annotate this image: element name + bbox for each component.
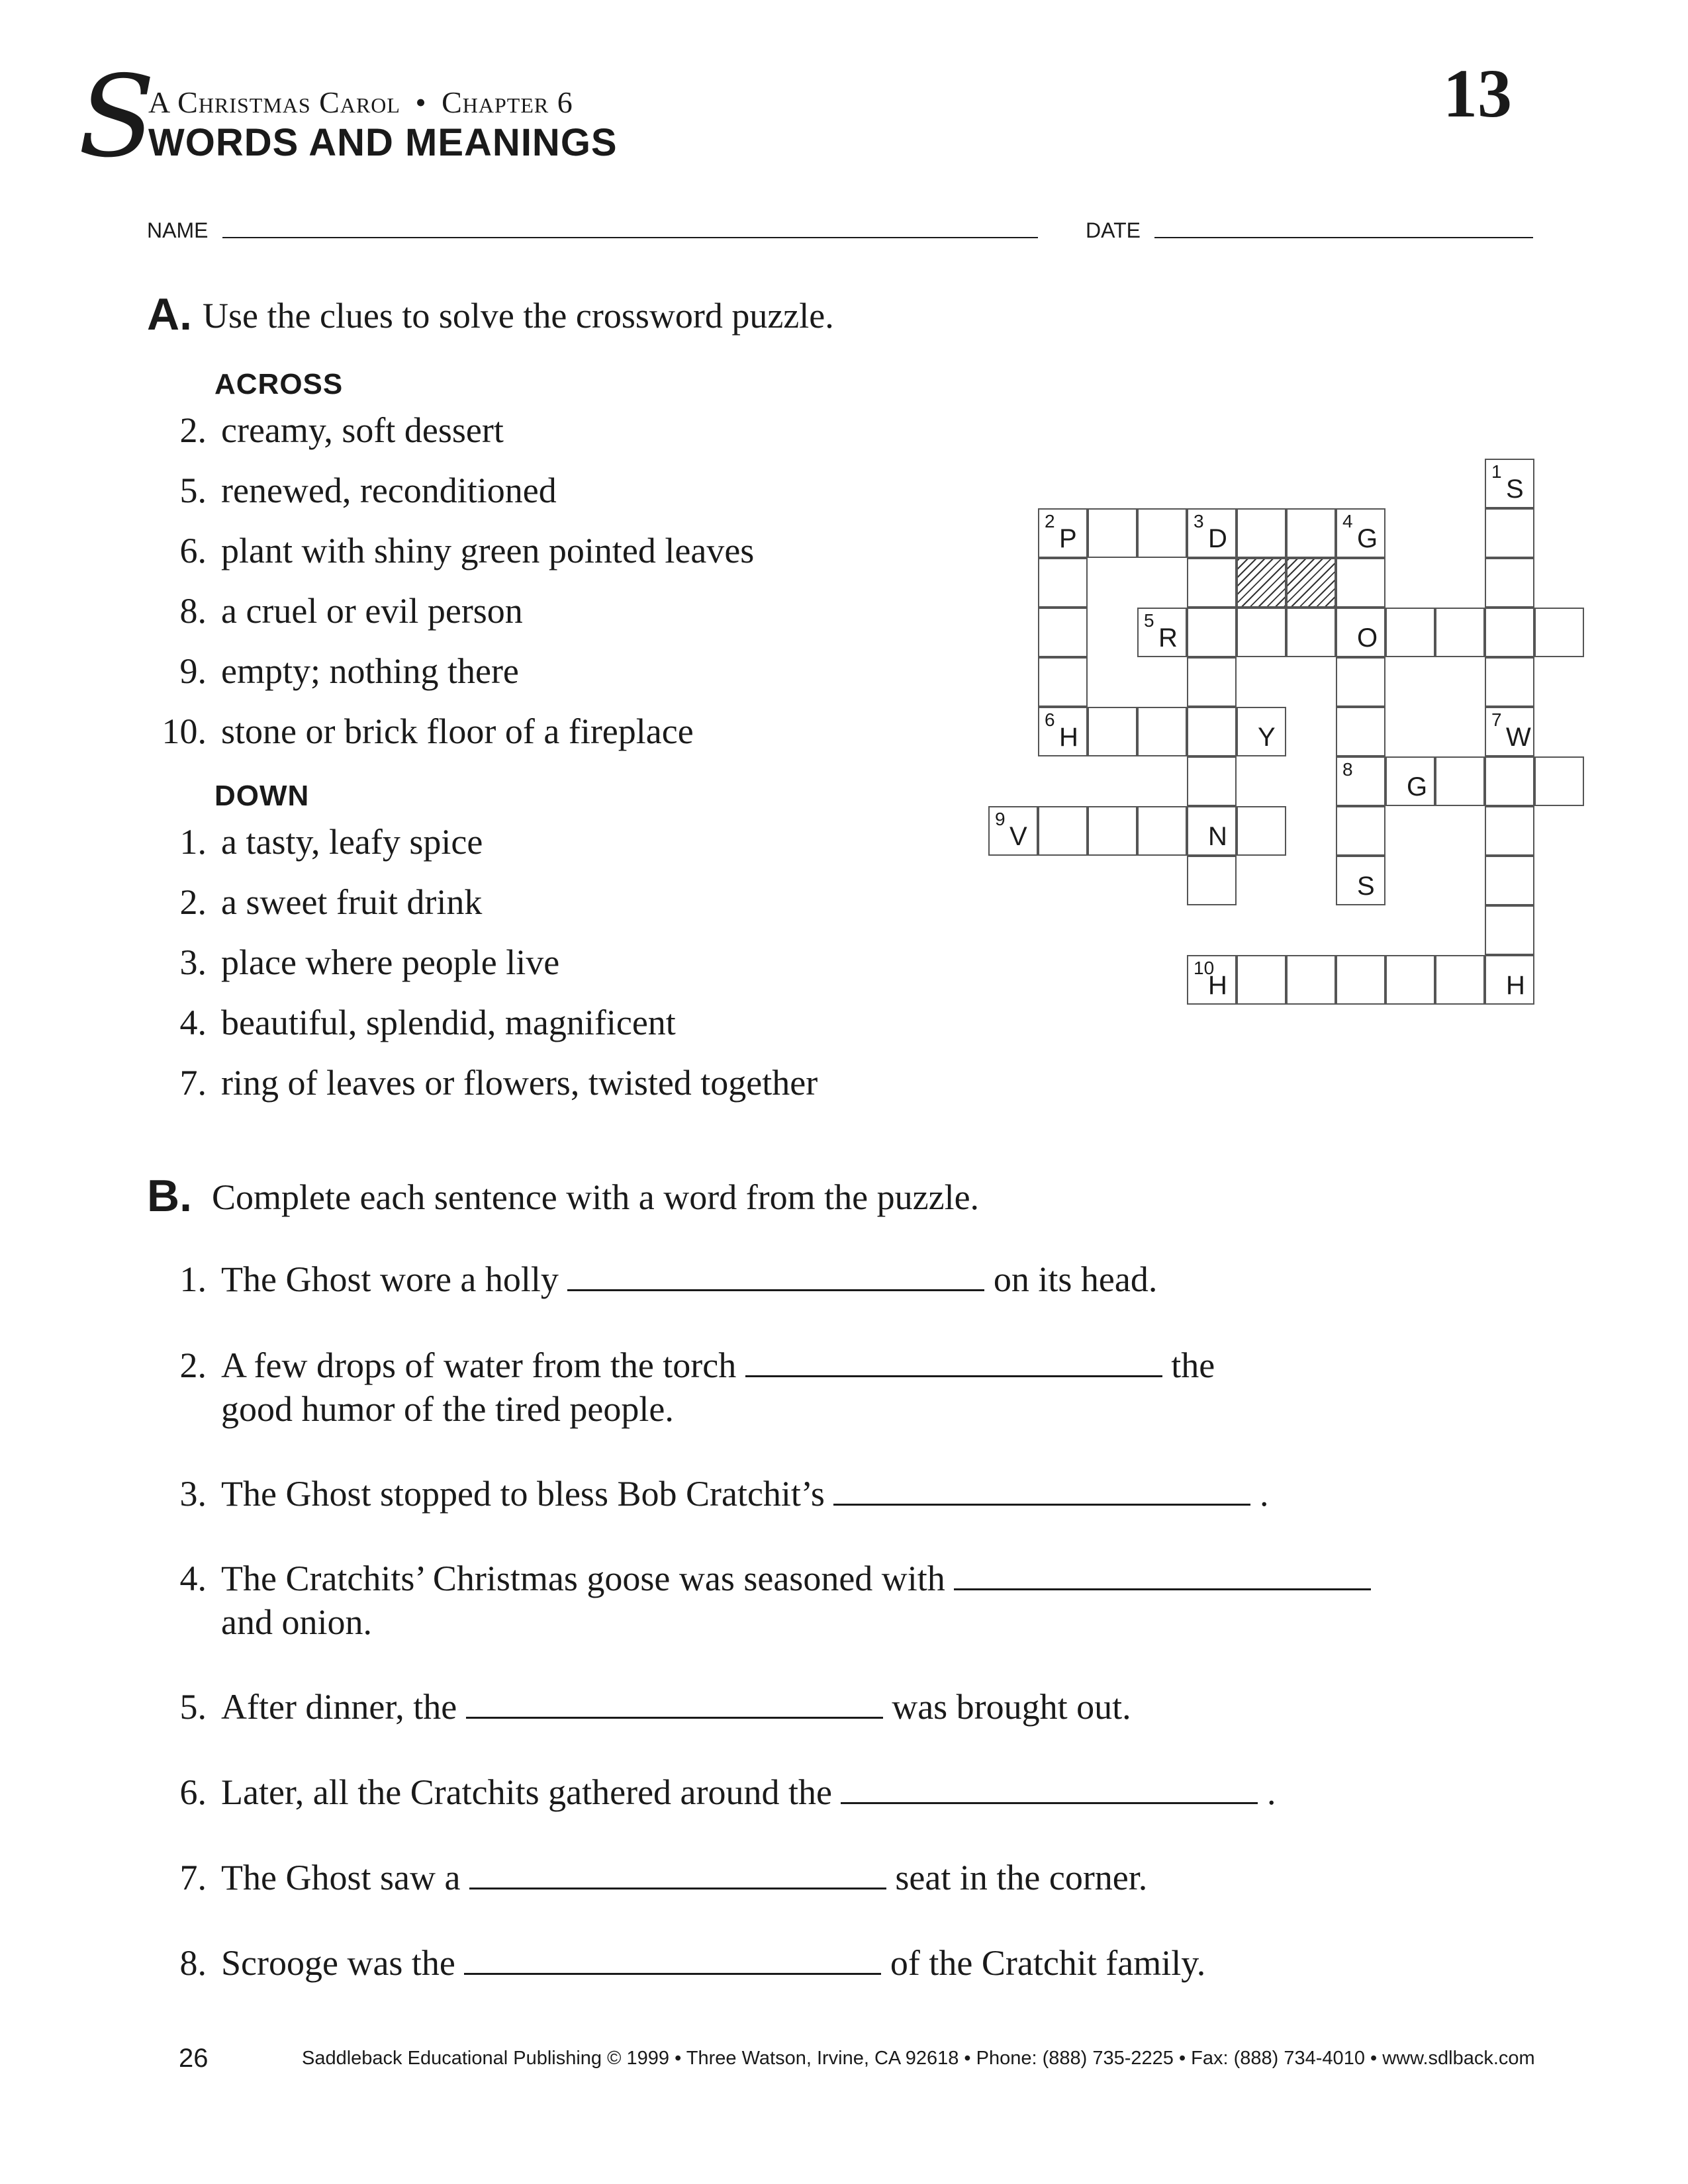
given-letter: H <box>1208 971 1227 1000</box>
page-title: WORDS AND MEANINGS <box>148 121 618 164</box>
crossword-cell[interactable] <box>1435 955 1485 1005</box>
crossword-cell[interactable] <box>1088 806 1137 856</box>
down-clue-list <box>147 822 818 1103</box>
clue-item: 1. a tasty, leafy spice <box>179 822 483 862</box>
sentence-item: 7. The Ghost saw a seat in the corner. <box>179 1858 1148 1897</box>
given-letter: Y <box>1258 723 1276 752</box>
given-letter: P <box>1059 524 1077 553</box>
crossword-cell[interactable] <box>1237 508 1286 558</box>
page-number: 26 <box>179 2044 209 2073</box>
clue-number: 10 <box>1194 958 1215 978</box>
crossword-cell[interactable] <box>1485 707 1534 756</box>
crossword-cell[interactable] <box>1237 608 1286 657</box>
section-b-instruction: Complete each sentence with a word from the puzzle. <box>212 1177 980 1217</box>
given-letter: H <box>1506 971 1525 1000</box>
crossword-cell[interactable] <box>1187 955 1237 1005</box>
crossword-cell[interactable] <box>1137 608 1187 657</box>
clue-number: 3 <box>1194 511 1204 531</box>
given-letter: S <box>1357 872 1375 901</box>
given-letter: H <box>1059 723 1078 752</box>
sentence-item: 3. The Ghost stopped to bless Bob Cratchit’s . <box>179 1474 1269 1514</box>
crossword-cell[interactable] <box>1088 508 1137 558</box>
crossword-cell[interactable] <box>1534 608 1584 657</box>
clue-item: 9. empty; nothing there <box>179 651 519 691</box>
crossword-cell[interactable] <box>1336 806 1385 856</box>
clue-item: 10. stone or brick floor of a fireplace <box>162 711 694 751</box>
down-heading: DOWN <box>214 780 310 812</box>
clue-number: 4 <box>1342 511 1353 531</box>
crossword-cell[interactable] <box>1137 806 1187 856</box>
clue-number: 7 <box>1491 709 1502 730</box>
date-field[interactable] <box>1154 237 1533 238</box>
given-letter: G <box>1407 772 1428 801</box>
series-title <box>148 85 573 120</box>
crossword-cell[interactable] <box>1485 905 1534 955</box>
crossword-cell[interactable] <box>1485 806 1534 856</box>
crossword-cell[interactable] <box>1137 508 1187 558</box>
crossword-cell[interactable] <box>1137 707 1187 756</box>
book-title: A Christmas Carol <box>148 85 400 119</box>
publisher-footer: Saddleback Educational Publishing © 1999 • Three Watson, Irvine, CA 92618 • Phone: (888) 735-2225 • Fax: (888) 734-4010 • www.sdlback.com <box>302 2048 1535 2069</box>
answer-blank[interactable] <box>841 1776 1258 1804</box>
crossword-cell[interactable] <box>1187 707 1237 756</box>
crossword-cell[interactable] <box>1385 608 1435 657</box>
crossword-cell[interactable] <box>1336 955 1385 1005</box>
crossword-blocked-cell <box>1286 558 1336 608</box>
section-a-letter: A. <box>147 289 192 340</box>
answer-blank[interactable] <box>745 1349 1162 1377</box>
given-letter: N <box>1208 822 1227 851</box>
clue-item: 2. creamy, soft dessert <box>179 410 504 450</box>
date-label: DATE <box>1086 218 1141 242</box>
crossword-cell[interactable] <box>1286 508 1336 558</box>
crossword-cell[interactable] <box>1187 856 1237 905</box>
crossword-cell[interactable] <box>1534 756 1584 806</box>
clue-number: 8 <box>1342 759 1353 780</box>
crossword-cell[interactable] <box>1336 508 1385 558</box>
publisher-logo-icon: S <box>78 52 156 183</box>
clue-item: 5. renewed, reconditioned <box>179 471 557 510</box>
crossword-cell[interactable] <box>1038 707 1088 756</box>
crossword-cell[interactable] <box>1485 856 1534 905</box>
crossword-cell[interactable] <box>1187 608 1237 657</box>
crossword-cell[interactable] <box>1187 657 1237 707</box>
across-clue-list <box>147 410 754 751</box>
name-field[interactable] <box>222 237 1038 238</box>
crossword-cell[interactable] <box>1038 558 1088 608</box>
answer-blank[interactable] <box>464 1946 881 1975</box>
clue-item: 4. beautiful, splendid, magnificent <box>179 1003 676 1042</box>
clue-item: 3. place where people live <box>179 942 560 982</box>
crossword-cell[interactable] <box>1237 707 1286 756</box>
across-heading: ACROSS <box>214 368 344 400</box>
crossword-cell[interactable] <box>1385 955 1435 1005</box>
clue-number: 2 <box>1045 511 1055 531</box>
crossword-cell[interactable] <box>1485 558 1534 608</box>
crossword-cell[interactable] <box>1336 707 1385 756</box>
clue-number: 5 <box>1144 610 1154 631</box>
answer-blank[interactable] <box>567 1263 984 1291</box>
clue-item: 8. a cruel or evil person <box>179 591 523 631</box>
crossword-cell[interactable] <box>1237 955 1286 1005</box>
clue-item: 6. plant with shiny green pointed leaves <box>179 531 755 570</box>
crossword-cell[interactable] <box>1038 657 1088 707</box>
clue-number: 6 <box>1045 709 1055 730</box>
crossword-cell[interactable] <box>1286 608 1336 657</box>
crossword-cell[interactable] <box>1336 558 1385 608</box>
crossword-cell[interactable] <box>1485 459 1534 508</box>
sentence-item: 2. A few drops of water from the torch the good humor of the tired people. <box>179 1345 1215 1429</box>
answer-blank[interactable] <box>954 1562 1371 1590</box>
crossword-cell[interactable] <box>1435 756 1485 806</box>
chapter-label: Chapter 6 <box>442 85 573 119</box>
crossword-cell[interactable] <box>1485 657 1534 707</box>
crossword-cell[interactable] <box>1038 508 1088 558</box>
answer-blank[interactable] <box>469 1861 886 1889</box>
sentence-item: 4. The Cratchits’ Christmas goose was seasoned with and onion. <box>147 1557 1371 1644</box>
given-letter: D <box>1208 524 1227 553</box>
crossword-cell[interactable] <box>1187 558 1237 608</box>
crossword-blocked-cell <box>1237 558 1286 608</box>
clue-item: 2. a sweet fruit drink <box>179 882 483 922</box>
given-letter: S <box>1506 475 1524 504</box>
given-letter: O <box>1357 623 1378 653</box>
given-letter: G <box>1357 524 1378 553</box>
crossword-cell[interactable] <box>1038 806 1088 856</box>
crossword-cell[interactable] <box>1038 608 1088 657</box>
crossword-cell[interactable] <box>1336 856 1385 905</box>
crossword-cell[interactable] <box>1088 707 1137 756</box>
crossword-cell[interactable] <box>1485 508 1534 558</box>
crossword-cell[interactable] <box>1237 806 1286 856</box>
clue-item: 7. ring of leaves or flowers, twisted together <box>179 1063 818 1103</box>
separator-bullet: • <box>415 85 427 119</box>
answer-blank[interactable] <box>833 1477 1250 1506</box>
crossword-cell[interactable] <box>1187 756 1237 806</box>
crossword-cell[interactable] <box>1286 955 1336 1005</box>
answer-blank[interactable] <box>466 1690 883 1719</box>
crossword-cell[interactable] <box>1435 608 1485 657</box>
crossword-cell[interactable] <box>1385 756 1435 806</box>
sentence-item: 6. Later, all the Cratchits gathered around the . <box>179 1772 1276 1812</box>
sentence-item: 5. After dinner, the was brought out. <box>179 1687 1131 1727</box>
crossword-cell[interactable] <box>1336 756 1385 806</box>
sentence-item: 8. Scrooge was the of the Cratchit family. <box>179 1943 1206 1983</box>
section-b-letter: B. <box>147 1171 192 1221</box>
crossword-cell[interactable] <box>1336 657 1385 707</box>
crossword-cell[interactable] <box>1485 756 1534 806</box>
name-label: NAME <box>147 218 209 242</box>
section-a-instruction: Use the clues to solve the crossword puzzle. <box>203 296 834 336</box>
given-letter: W <box>1506 723 1531 752</box>
given-letter: V <box>1009 822 1027 851</box>
clue-number: 1 <box>1491 461 1502 482</box>
worksheet-number: 13 <box>1443 56 1512 132</box>
given-letter: R <box>1158 623 1178 653</box>
crossword-cell[interactable] <box>1187 508 1237 558</box>
sentence-item: 1. The Ghost wore a holly on its head. <box>179 1259 1158 1299</box>
clue-number: 9 <box>995 809 1006 829</box>
crossword-cell[interactable] <box>1485 955 1534 1005</box>
crossword-cell[interactable] <box>1336 608 1385 657</box>
crossword-cell[interactable] <box>1187 806 1237 856</box>
crossword-cell[interactable] <box>1485 608 1534 657</box>
crossword-cell[interactable] <box>988 806 1038 856</box>
